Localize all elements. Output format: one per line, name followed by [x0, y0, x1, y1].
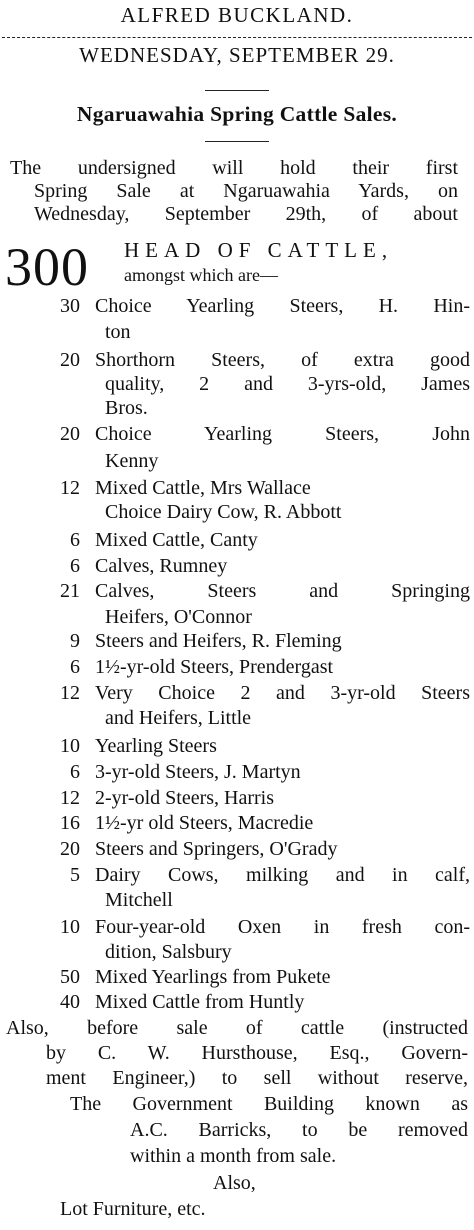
head-of-cattle: HEAD OF CATTLE, — [124, 238, 394, 262]
sale-date-heading: WEDNESDAY, SEPTEMBER 29. — [79, 43, 395, 67]
lot-qty: 10 — [60, 916, 80, 938]
intro-line-2: Spring Sale at Ngaruawahia Yards, on — [34, 180, 458, 202]
lot-line: Mitchell — [105, 889, 173, 911]
lot-qty: 21 — [60, 580, 80, 602]
lot-line: ton — [105, 321, 131, 343]
also-line: ment Engineer,) to sell without reserve, — [46, 1067, 468, 1089]
lot-line: Dairy Cows, milking and in calf, — [95, 864, 470, 886]
lot-line: Mixed Cattle from Huntly — [95, 991, 305, 1013]
auctioneer-name: ALFRED BUCKLAND. — [120, 3, 354, 27]
lot-qty: 20 — [60, 838, 80, 860]
divider-top — [2, 37, 472, 38]
lot-qty: 10 — [60, 735, 80, 757]
lot-qty: 9 — [70, 630, 80, 652]
lot-qty: 6 — [70, 529, 80, 551]
also-line: by C. W. Hursthouse, Esq., Govern- — [46, 1042, 468, 1064]
lot-line: 3-yr-old Steers, J. Martyn — [95, 761, 301, 783]
also-line: The Government Building known as — [70, 1093, 468, 1115]
cattle-count: 300 — [5, 237, 89, 297]
lot-qty: 12 — [60, 477, 80, 499]
lot-line: Choice Dairy Cow, R. Abbott — [105, 501, 342, 523]
lot-qty: 50 — [60, 966, 80, 988]
lot-line: Calves, Rumney — [95, 555, 228, 577]
lot-line: Mixed Cattle, Canty — [95, 529, 258, 551]
also-line: within a month from sale. — [130, 1145, 337, 1167]
lot-line: Heifers, O'Connor — [105, 606, 252, 628]
lot-line: 1½-yr old Steers, Macredie — [95, 812, 314, 834]
lot-line: Yearling Steers — [95, 735, 217, 757]
lot-qty: 30 — [60, 295, 80, 317]
divider-short-1 — [205, 90, 269, 91]
lot-qty: 16 — [60, 812, 80, 834]
divider-short-2 — [205, 141, 269, 142]
lot-line: Calves, Steers and Springing — [95, 580, 470, 602]
lot-line: 2-yr-old Steers, Harris — [95, 787, 274, 809]
lot-line: Choice Yearling Steers, H. Hin- — [95, 295, 470, 317]
lot-qty: 20 — [60, 349, 80, 371]
sale-title: Ngaruawahia Spring Cattle Sales. — [76, 102, 398, 126]
lot-qty: 6 — [70, 656, 80, 678]
lot-line: quality, 2 and 3-yrs-old, James — [105, 373, 470, 395]
lot-line: Mixed Cattle, Mrs Wallace — [95, 477, 311, 499]
lot-qty: 40 — [60, 991, 80, 1013]
also-line: A.C. Barricks, to be removed — [130, 1119, 468, 1141]
lot-line: Four-year-old Oxen in fresh con- — [95, 916, 470, 938]
lot-qty: 12 — [60, 682, 80, 704]
amongst-which: amongst which are— — [124, 265, 278, 285]
also-line: Also, before sale of cattle (instructed — [6, 1017, 468, 1039]
lot-line: Bros. — [105, 397, 148, 419]
lot-line: Choice Yearling Steers, John — [95, 423, 470, 445]
lot-line: dition, Salsbury — [105, 941, 232, 963]
lot-line: Kenny — [105, 450, 159, 472]
lot-line: 1½-yr-old Steers, Prendergast — [95, 656, 334, 678]
intro-line-3: Wednesday, September 29th, of about — [34, 203, 458, 225]
lot-qty: 12 — [60, 787, 80, 809]
furniture-lot: Lot Furniture, etc. — [60, 1198, 206, 1220]
lot-line: Steers and Springers, O'Grady — [95, 838, 338, 860]
lot-qty: 5 — [70, 864, 80, 886]
lot-line: Very Choice 2 and 3-yr-old Steers — [95, 682, 470, 704]
lot-line: Steers and Heifers, R. Fleming — [95, 630, 342, 652]
lot-qty: 20 — [60, 423, 80, 445]
lot-qty: 6 — [70, 761, 80, 783]
also-word: Also, — [213, 1172, 256, 1194]
lot-line: Shorthorn Steers, of extra good — [95, 349, 470, 371]
intro-line-1: The undersigned will hold their first — [10, 157, 458, 179]
lot-line: Mixed Yearlings from Pukete — [95, 966, 331, 988]
lot-line: and Heifers, Little — [105, 707, 252, 729]
lot-qty: 6 — [70, 555, 80, 577]
